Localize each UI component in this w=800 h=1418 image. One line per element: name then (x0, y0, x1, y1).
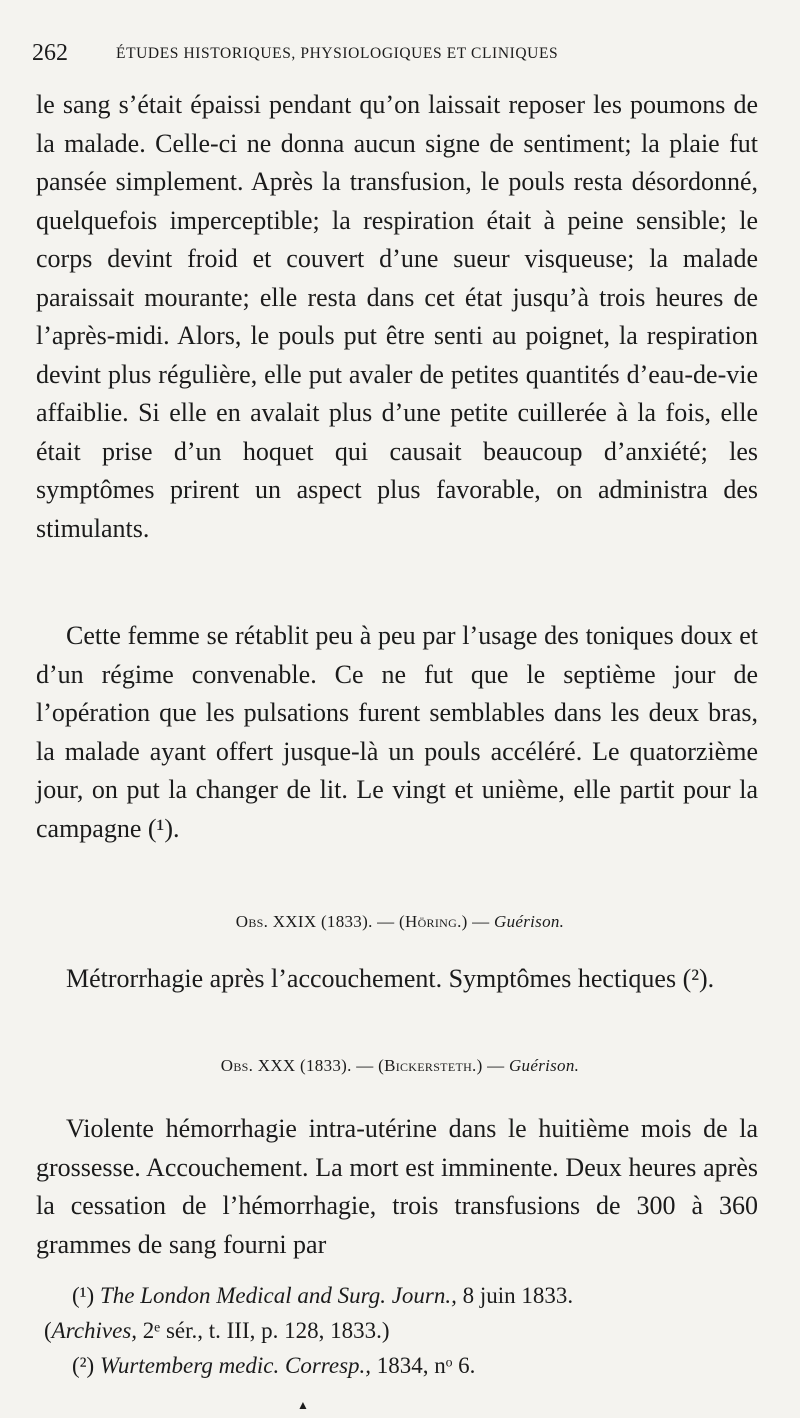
page-number: 262 (32, 40, 68, 66)
running-title: ÉTUDES HISTORIQUES, PHYSIOLOGIQUES ET CLINIQUES (116, 45, 559, 62)
observation-author: (Höring.) (399, 912, 468, 931)
observation-outcome: Guérison. (508, 1056, 580, 1075)
paragraph-metrorrhagia-text: Métrorrhagie après l’accouchement. Symptômes hectiques (66, 964, 677, 993)
observation-label: Obs. XXX (1833). (220, 1056, 352, 1075)
printer-mark-icon: ▲ (297, 1398, 309, 1412)
footnote-2: (²) Wurtemberg medic. Corresp., 1834, nᵒ 6. (72, 1353, 476, 1378)
observation-outcome: Guérison. (494, 912, 565, 931)
footnote-archives: Archives, (51, 1318, 138, 1343)
footnotes (44, 1278, 774, 1383)
footnote-ref-1: (¹). (147, 813, 180, 843)
observation-heading-29: Obs. XXIX (1833). — (Höring.) — Guérison. (235, 912, 565, 931)
observation-heading-30: Obs. XXX (1833). — (Bickersteth.) — Guérison. (220, 1056, 580, 1075)
paragraph-metrorrhagia (36, 960, 758, 999)
paragraph-recovery-text: Cette femme se rétablit peu à peu par l’usage des toniques doux et d’un régime convenable. Ce ne fut que le septième jour de l’opération que les pulsations furent semblables dans les deux bras, la malade ayant offert jusque-là un pouls accéléré. Le quatorzième jour, on put la changer de lit. Le vingt et unième, elle partit pour la campagne (36, 621, 758, 843)
observation-author: (Bickersteth.) (378, 1056, 483, 1075)
paragraph-recovery (36, 617, 758, 848)
paragraph-transfusion-outcome: le sang s’était épaissi pendant qu’on laissait reposer les poumons de la malade. Celle-ci ne donna aucun signe de sentiment; la plaie fut pansée simplement. Après la transfusion, le pouls resta désordonné, quelquefois imperceptible; la respiration était à peine sensible; le corps devint froid et couvert d’une sueur visqueuse; la malade paraissait mourante; elle resta dans cet état jusqu’à trois heures de l’après-midi. Alors, le pouls put être senti au poignet, la respiration devint plus régulière, elle put avaler de petites quantités d’eau-de-vie affaiblie. Si elle en avalait plus d’une petite cuillerée à la fois, elle était prise d’un hoquet qui causait beaucoup d’anxiété; les symptômes prirent un aspect plus favorable, on administra des stimulants. (36, 90, 758, 543)
footnote-1-continued: (Archives, 2ᵉ sér., t. III, p. 128, 1833.) (44, 1318, 390, 1343)
footnote-journal: The London Medical and Surg. Journ., (99, 1283, 457, 1308)
paragraph-hemorrhage: Violente hémorrhagie intra-utérine dans le huitième mois de la grossesse. Accouchement. La mort est imminente. Deux heures après la cessation de l’hémorrhagie, trois transfusions de 300 à 360 grammes de sang fourni par (36, 1114, 758, 1259)
footnote-journal: Wurtemberg medic. Corresp., (99, 1353, 372, 1378)
footnote-1: (¹) The London Medical and Surg. Journ., 8 juin 1833. (72, 1283, 574, 1308)
running-head (32, 40, 772, 74)
footnote-ref-2: (²). (682, 964, 715, 993)
footnote-mark: (²) (72, 1353, 95, 1378)
footnote-mark: (¹) (72, 1283, 95, 1308)
observation-label: Obs. XXIX (1833). (235, 912, 373, 931)
